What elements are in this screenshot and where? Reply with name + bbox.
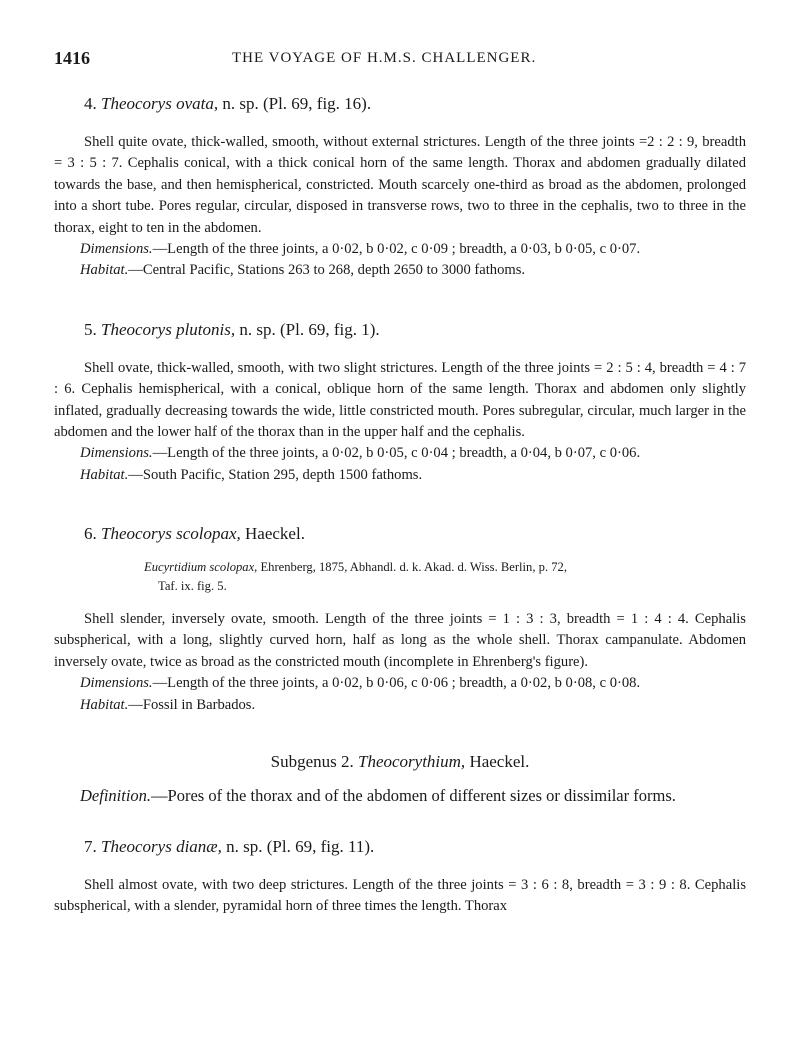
- dimensions-text: —Length of the three joints, a 0·02, b 0·06, c 0·06 ; breadth, a 0·02, b 0·08, c 0·08.: [152, 675, 641, 692]
- species-heading: [84, 318, 746, 342]
- species-description: Shell quite ovate, thick-walled, smooth, without external strictures. Length of the three joints =2 : 2 : 9, breadth = 3 : 5 : 7. Cephalis conical, with a thick conical horn of the same length. Thorax and abdomen gradually dilated towards the base, and then hemispherical, constricted. Mouth scarcely one-third as broad as the abdomen, prolonged into a short tube. Pores regular, circular, disposed in transverse rows, two to three in the cephalis, two to three in the thorax, eight to ten in the abdomen.: [54, 134, 746, 236]
- species-heading: [84, 92, 746, 116]
- species-entry: [54, 318, 746, 486]
- definition-label: Definition.: [80, 785, 152, 805]
- species-number: 7.: [84, 836, 97, 856]
- species-description: Shell almost ovate, with two deep strictures. Length of the three joints = 3 : 6 : 8, breadth = 3 : 9 : 8. Cephalis subspherical, with a slender, pyramidal horn of three times the length. Thorax: [54, 876, 746, 915]
- habitat-line: [80, 465, 746, 486]
- species-description: Shell ovate, thick-walled, smooth, with two slight strictures. Length of the three joints = 2 : 5 : 4, breadth = 4 : 7 : 6. Cephalis hemispherical, with a conical, oblique horn of the same length. Thorax and abdomen only slightly inflated, gradually decreasing towards the wide, little constricted mouth. Pores subregular, circular, much larger in the abdomen and the lower half of the thorax than in the upper half and the cephalis.: [54, 359, 746, 441]
- page-header: [0, 48, 800, 72]
- species-name: Theocorys ovata,: [101, 94, 219, 113]
- subgenus-definition: [54, 784, 746, 807]
- species-number: 4.: [84, 94, 97, 113]
- species-heading: [84, 835, 746, 859]
- synonym-reference: [144, 558, 746, 577]
- synonym-citation-cont: Taf. ix. fig. 5.: [158, 579, 227, 594]
- dimensions-line: [80, 239, 746, 260]
- species-description: Shell slender, inversely ovate, smooth. Length of the three joints = 1 : 3 : 3, breadth = 1 : 4 : 4. Cephalis subspherical, with a long, slightly curved horn, half as long as the whole shell. Thorax campanulate. Abdomen inversely ovate, twice as broad as the constricted mouth (incomplete in Ehrenberg's figure).: [54, 610, 746, 670]
- species-suffix: n. sp. (Pl. 69, fig. 11).: [226, 836, 375, 856]
- definition-text: —Pores of the thorax and of the abdomen of different sizes or dissimilar forms.: [151, 785, 676, 805]
- subgenus-heading: [54, 750, 746, 774]
- species-entry: [54, 522, 746, 716]
- dimensions-text: —Length of the three joints, a 0·02, b 0·02, c 0·09 ; breadth, a 0·03, b 0·05, c 0·07.: [152, 241, 641, 258]
- species-suffix: n. sp. (Pl. 69, fig. 16).: [222, 94, 372, 113]
- species-heading: [84, 522, 746, 546]
- habitat-label: Habitat.: [80, 262, 129, 279]
- dimensions-line: [80, 443, 746, 464]
- subgenus-author: Haeckel.: [469, 751, 530, 771]
- species-entry: [54, 835, 746, 918]
- species-suffix: n. sp. (Pl. 69, fig. 1).: [239, 319, 380, 339]
- running-title: THE VOYAGE OF H.M.S. CHALLENGER.: [232, 50, 537, 66]
- dimensions-text: —Length of the three joints, a 0·02, b 0·05, c 0·04 ; breadth, a 0·04, b 0·07, c 0·06.: [152, 445, 641, 462]
- habitat-line: [80, 695, 746, 716]
- species-name: Theocorys dianæ,: [101, 836, 222, 856]
- synonym-citation: Ehrenberg, 1875, Abhandl. d. k. Akad. d. Wiss. Berlin, p. 72,: [260, 560, 567, 575]
- species-entry: [54, 92, 746, 282]
- dimensions-label: Dimensions.: [80, 675, 153, 692]
- habitat-label: Habitat.: [80, 466, 129, 483]
- species-number: 5.: [84, 319, 97, 339]
- habitat-label: Habitat.: [80, 696, 129, 713]
- page-number: 1416: [54, 48, 90, 68]
- species-name: Theocorys scolopax,: [101, 524, 241, 544]
- dimensions-line: [80, 673, 746, 694]
- dimensions-label: Dimensions.: [80, 445, 153, 462]
- species-number: 6.: [84, 524, 97, 544]
- habitat-text: —Central Pacific, Stations 263 to 268, depth 2650 to 3000 fathoms.: [128, 262, 526, 279]
- dimensions-label: Dimensions.: [80, 241, 153, 258]
- species-suffix: Haeckel.: [245, 524, 305, 544]
- page-content: [54, 84, 746, 918]
- habitat-text: —South Pacific, Station 295, depth 1500 fathoms.: [128, 466, 423, 483]
- subgenus-prefix: Subgenus 2.: [270, 751, 354, 771]
- habitat-line: [80, 260, 746, 281]
- synonym-name: Eucyrtidium scolopax,: [144, 560, 258, 575]
- habitat-text: —Fossil in Barbados.: [128, 696, 256, 713]
- species-name: Theocorys plutonis,: [101, 319, 236, 339]
- subgenus-name: Theocorythium,: [358, 751, 466, 771]
